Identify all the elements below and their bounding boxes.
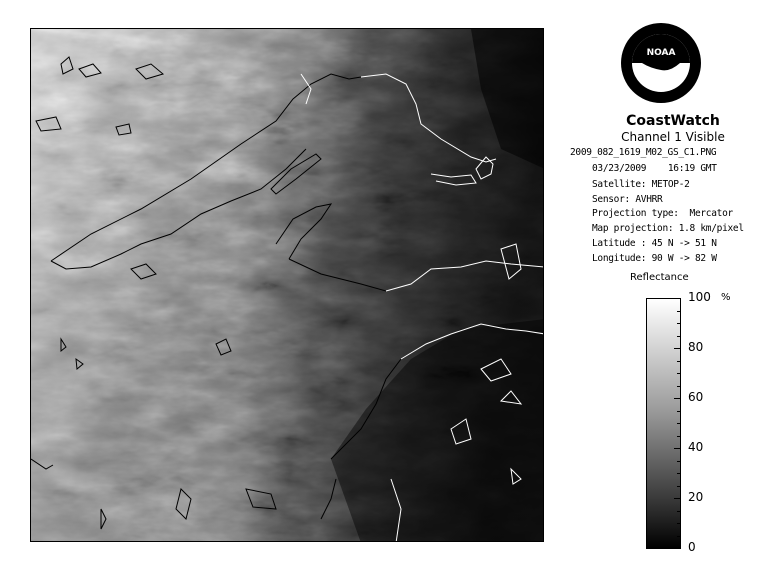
colorbar-minor-tick — [674, 298, 681, 299]
colorbar-minor-tick — [677, 473, 681, 474]
colorbar-tick-label: 40 — [688, 440, 704, 454]
satellite-image — [31, 29, 544, 542]
colorbar-minor-tick — [677, 536, 681, 537]
colorbar-minor-tick — [674, 448, 681, 449]
colorbar-tick-label: 20 — [688, 490, 704, 504]
channel-label: Channel 1 Visible — [621, 130, 725, 144]
colorbar-tick-label: 100 — [688, 290, 711, 304]
projection-type-label: Projection type: Mercator — [592, 208, 733, 219]
sensor-label: Sensor: AVHRR — [592, 194, 663, 205]
latitude-label: Latitude : 45 N -> 51 N — [592, 238, 717, 249]
colorbar-minor-tick — [674, 548, 681, 549]
colorbar-minor-tick — [677, 386, 681, 387]
satellite-label: Satellite: METOP-2 — [592, 179, 690, 190]
colorbar-minor-tick — [677, 323, 681, 324]
colorbar-minor-tick — [677, 486, 681, 487]
noaa-logo — [620, 22, 702, 104]
colorbar-minor-tick — [677, 411, 681, 412]
colorbar-minor-tick — [677, 336, 681, 337]
datetime-label: 03/23/2009 16:19 GMT — [592, 163, 717, 174]
colorbar-minor-tick — [677, 461, 681, 462]
map-projection-label: Map projection: 1.8 km/pixel — [592, 223, 744, 234]
colorbar-minor-tick — [674, 498, 681, 499]
longitude-label: Longitude: 90 W -> 82 W — [592, 253, 717, 264]
colorbar-minor-tick — [677, 311, 681, 312]
filename-label: 2009_082_1619_M02_GS_C1.PNG — [570, 147, 717, 158]
colorbar-minor-tick — [677, 423, 681, 424]
colorbar-minor-tick — [677, 523, 681, 524]
noaa-logo-icon — [620, 22, 702, 104]
noaa-logo-text: NOAA — [646, 48, 676, 58]
colorbar-minor-tick — [677, 436, 681, 437]
colorbar-tick-label: 60 — [688, 390, 704, 404]
colorbar-minor-tick — [674, 348, 681, 349]
legend-unit: % — [721, 292, 731, 303]
colorbar-tick-label: 0 — [688, 540, 696, 554]
legend-title: Reflectance — [630, 272, 689, 283]
satellite-image-panel — [30, 28, 544, 542]
colorbar-minor-tick — [677, 373, 681, 374]
colorbar-minor-tick — [677, 511, 681, 512]
brand-title: CoastWatch — [626, 113, 720, 129]
colorbar-tick-label: 80 — [688, 340, 704, 354]
colorbar-minor-tick — [674, 398, 681, 399]
colorbar-minor-tick — [677, 361, 681, 362]
reflectance-colorbar — [646, 298, 681, 549]
